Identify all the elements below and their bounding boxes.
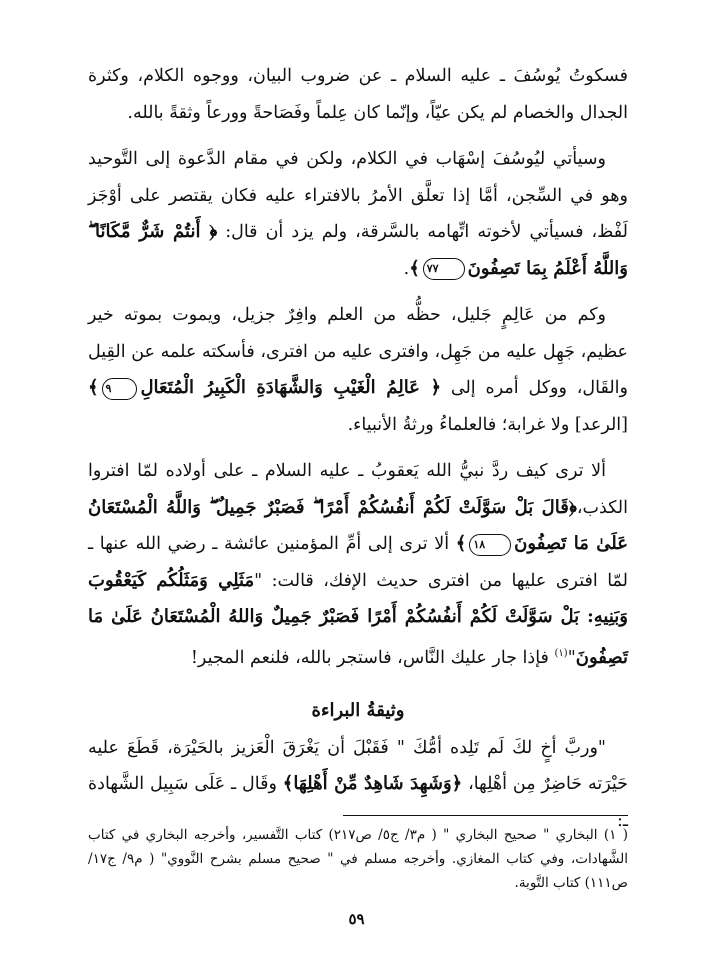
ayah-number-77: ٧٧	[423, 258, 465, 280]
surah-reference: [الرعد]	[574, 414, 628, 435]
paragraph-3	[88, 297, 628, 443]
paragraph-2: وسيأتي ليُوسُفَ إسْهَاب في الكلام، ولكن في مقام الدَّعوة إلى التَّوحيد وهو في السِّجن، أمَّا إذا تعلَّق الأمرُ بالافتراء عليه فكان يقتصر على أوْجَز لَفْظ، فسيأتي لأخوته اتِّهامه بالسَّرقة، ولم يزد أن قال: ﴿ أَنتُمْ شَرٌّ مَّكَانًا ۖ وَاللَّهُ أَعْلَمُ بِمَا تَصِفُونَ٧٧﴾.	[88, 149, 628, 279]
quran-verse-1: ﴿ أَنتُمْ شَرٌّ مَّكَانًا ۖ وَاللَّهُ أَعْلَمُ بِمَا تَصِفُونَ	[88, 221, 628, 279]
quran-verse-3-close: ﴾	[455, 533, 467, 554]
paragraph-5-start: "وربَّ أخٍ لكَ لَم تَلِده أمُّكَ " فَقَبْلَ أن يَغْرَقَ الْعَزيز بالحَيْرَة، قَطَعَ عليه حَيْرَته حَاضِرٌ مِن أهْلِها،	[88, 737, 628, 795]
paragraph-5-end: وقَال ـ عَلَى سَبِيل الشَّهادة ـ:	[88, 774, 628, 831]
paragraph-1-text: فسكوتُ يُوسُفَ ـ عليه السلام ـ عن ضروب البيان، ووجوه الكلام، وكثرة الجدال والخصام لم يكن عيّاً، وإنّما كان عِلماً وفَصَاحةً وورعاً وثقةً بالله.	[88, 66, 628, 123]
paragraph-1	[88, 58, 628, 131]
quran-verse-4: ﴿وَشَهِدَ شَاهِدٌ مِّنْ أَهْلِهَا﴾	[282, 773, 463, 795]
paragraph-2-text: وسيأتي ليُوسُفَ إسْهَاب في الكلام، ولكن في مقام الدَّعوة إلى التَّوحيد وهو في السِّجن، أمَّا إذا تعلَّق الأمرُ بالافتراء عليه فكان يقتصر على أوْجَز لَفْظ، فسيأتي لأخوته اتِّهامه بالسَّرقة، ولم يزد أن قال:	[88, 149, 628, 242]
quran-verse-2-close: ﴾	[88, 377, 99, 398]
footnote-reference[interactable]: (١)	[554, 647, 568, 659]
section-heading: وثيقةُ البراءة	[311, 699, 405, 721]
footnote-divider	[343, 815, 628, 816]
paragraph-4-mid: ألا ترى إلى أمِّ المؤمنين عائشة ـ رضي الله عنها ـ لمّا افترى عليها من افترى حديث الإفك، قالت: "	[88, 534, 628, 591]
quran-verse-2: ﴿ عَالِمُ الْغَيْبِ وَالشَّهَادَةِ الْكَبِيرُ الْمُتَعَالِ	[140, 377, 442, 398]
paragraph-3-end: ولا غرابة؛ فالعلماءُ ورثةُ الأنبياء.	[347, 414, 570, 435]
footnote: ( ١) البخاري " صحيح البخاري " ( م٣/ ج٥/ ص٢١٧) كتاب التَّفسير، وأخرجه البخاري في كتاب الشَّهادات، وفي كتاب المغازي. وأخرجه مسلم في " صحيح مسلم بشرح النَّووي" ( م٩/ ج١٧/ ص١١١) كتاب التَّوبة.	[88, 827, 628, 891]
page-body	[88, 58, 628, 849]
quran-verse-3: ﴿قَالَ بَلْ سَوَّلَتْ لَكُمْ أَنفُسُكُمْ أَمْرًا ۖ فَصَبْرٌ جَمِيلٌ ۖ وَاللَّهُ الْمُسْتَعَانُ عَلَىٰ مَا تَصِفُونَ	[88, 496, 628, 554]
paragraph-3-text: وكم من عَالِمٍ جَليل، حظُّه من العلم وافِرٌ جزيل، ويموت بموته خير عظيم، جَهِل عليه من جَهِل، وافترى عليه من افترى، فأسكته علمه عن القِيل والقَال، ووكل أمره إلى	[88, 305, 628, 398]
paragraph-4-start: ألا ترى كيف ردَّ نبيُّ الله يَعقوبُ ـ عليه السلام ـ على أولاده لمّا افتروا الكذب،	[88, 461, 628, 518]
quran-verse-1-close: ﴾	[409, 257, 420, 279]
ayah-number-18: ١٨	[469, 534, 511, 556]
ayah-number-9: ٩	[102, 378, 138, 400]
aisha-quote: مَثَلِي وَمَثَلُكُم كَيَعْقُوبَ وَبَنِيهِ: بَلْ سَوَّلَتْ لَكُمْ أَنفُسُكُمْ أَمْرًا فَصَبْرٌ جَمِيلٌ وَاللهُ الْمُسْتَعَانُ عَلَىٰ مَا تَصِفُونَ	[88, 569, 628, 668]
paragraph-4-end: فإذا جار عليك النَّاس، فاستجر بالله، فلنعم المجير!	[190, 647, 549, 668]
paragraph-4	[88, 453, 628, 676]
page-number: ٥٩	[348, 910, 365, 928]
aisha-quote-close: "	[567, 647, 576, 668]
